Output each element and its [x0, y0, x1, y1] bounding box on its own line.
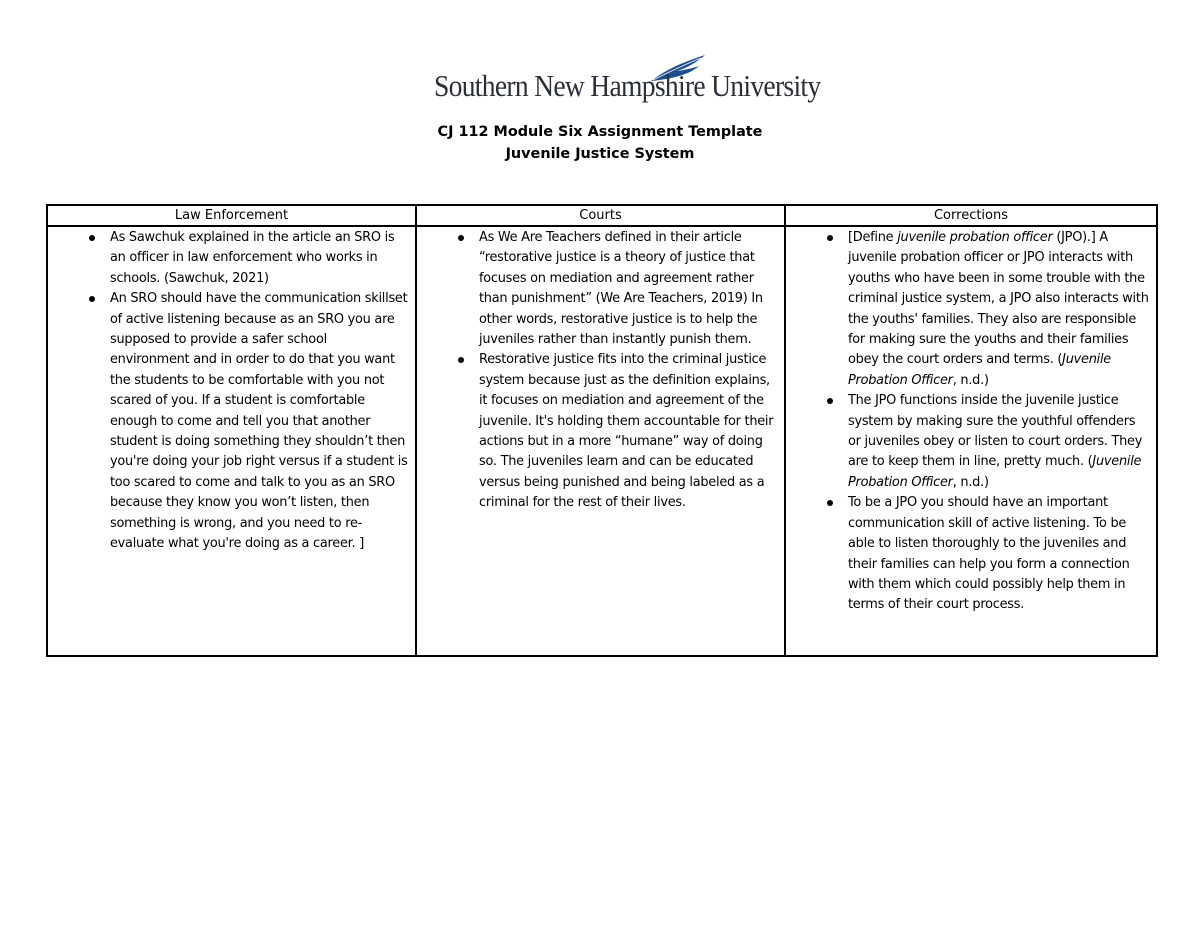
- bullet-icon: [89, 235, 95, 241]
- bullet-icon: [827, 500, 833, 506]
- courts-list: [423, 228, 778, 514]
- list-item: [792, 228, 1150, 391]
- citation-title: Juvenile Probation Officer: [848, 352, 1111, 388]
- university-logo: [434, 54, 821, 106]
- document-title: CJ 112 Module Six Assignment Template: [437, 124, 763, 140]
- table-row: [47, 226, 1157, 656]
- bullet-icon: [458, 235, 464, 241]
- column-header-corrections: Corrections: [785, 205, 1157, 226]
- column-header-courts: Courts: [416, 205, 785, 226]
- list-item-text: [848, 393, 1142, 490]
- bullet-icon: [827, 398, 833, 404]
- text-segment: (JPO).] A juvenile probation officer or JPO interacts with youths who have been in some trouble with the criminal justice system, a JPO also interacts with the youths' families. They also are responsible for making sure the youths and their families obey the court orders and terms. (: [848, 230, 1149, 368]
- list-item-text: [848, 230, 1149, 388]
- law-enforcement-list: [54, 228, 409, 555]
- assignment-table: [46, 204, 1158, 657]
- column-header-law-enforcement: Law Enforcement: [47, 205, 416, 226]
- list-item: [423, 228, 778, 350]
- corrections-cell: [785, 226, 1157, 656]
- courts-cell: [416, 226, 785, 656]
- law-enforcement-cell: [47, 226, 416, 656]
- text-segment: , n.d.): [952, 474, 989, 490]
- logo-wordmark: Southern New Hampshire University: [434, 68, 821, 103]
- list-item: [423, 350, 778, 513]
- corrections-list: [792, 228, 1150, 616]
- text-segment: [Define: [848, 230, 898, 245]
- bullet-icon: [458, 357, 464, 363]
- list-item-text: As We Are Teachers defined in their article “restorative justice is a theory of justice that focuses on mediation and agreement rather than punishment” (We Are Teachers, 2019) In other words, restorative justice is to help the juveniles rather than instantly punish them.: [479, 230, 763, 348]
- list-item-text: To be a JPO you should have an important communication skill of active listening. To be able to listen thoroughly to the juveniles and their families can help you form a connection with them which could possibly help them in terms of their court process.: [848, 495, 1130, 613]
- bullet-icon: [89, 296, 95, 302]
- list-item: [792, 493, 1150, 615]
- table-header-row: [47, 205, 1157, 226]
- citation-title: Juvenile Probation Officer: [848, 454, 1142, 490]
- list-item: [54, 228, 409, 289]
- defined-term: juvenile probation officer: [897, 230, 1053, 245]
- list-item-text: As Sawchuk explained in the article an SRO is an officer in law enforcement who works in schools. (Sawchuk, 2021): [110, 230, 395, 286]
- list-item-text: Restorative justice fits into the criminal justice system because just as the definition explains, it focuses on mediation and agreement of the juvenile. It's holding them accountable for their actions but in a more “humane” way of doing so. The juveniles learn and can be educated versus being punished and being labeled as a criminal for the rest of their lives.: [479, 352, 774, 511]
- text-segment: The JPO functions inside the juvenile justice system by making sure the youthful offenders or juveniles obey or listen to court orders. They are to keep them in line, pretty much. (: [848, 393, 1143, 470]
- list-item: [54, 289, 409, 554]
- document-subtitle: Juvenile Justice System: [505, 146, 695, 162]
- text-segment: , n.d.): [952, 372, 989, 388]
- list-item: [792, 391, 1150, 493]
- list-item-text: An SRO should have the communication skillset of active listening because as an SRO you are supposed to provide a safer school environment and in order to do that you want the students to be comfortable with you not scared of you. If a student is comfortable enough to come and tell you that another student is doing something they shouldn’t then you're doing your job right versus if a student is too scared to come and talk to you as an SRO because they know you won’t listen, then something is wrong, and you need to re-evaluate what you're doing as a career. ]: [110, 291, 408, 552]
- bullet-icon: [827, 235, 833, 241]
